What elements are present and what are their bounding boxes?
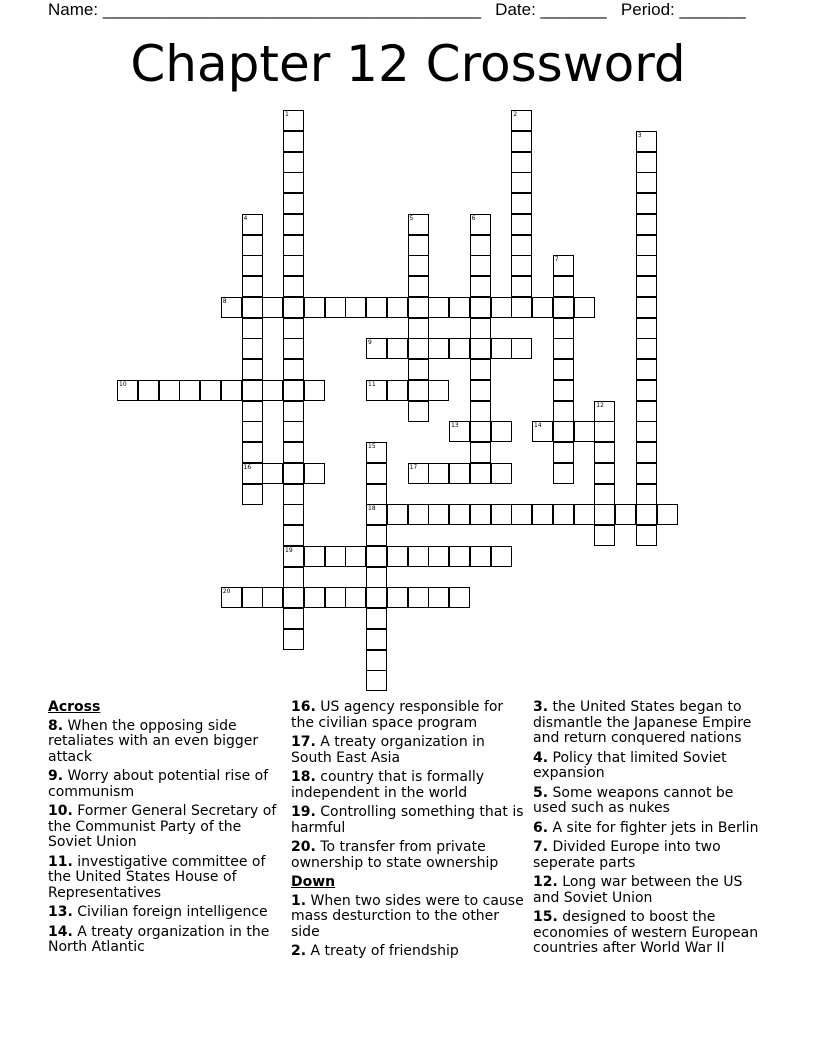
grid-cell[interactable] — [449, 504, 470, 525]
grid-cell[interactable] — [408, 297, 429, 318]
clue-number: 1 — [285, 111, 289, 118]
period-field[interactable]: _______ — [679, 0, 746, 19]
grid-cell[interactable] — [366, 504, 387, 525]
grid-cell[interactable] — [636, 297, 657, 318]
grid-cell[interactable] — [242, 484, 263, 505]
grid-cell[interactable] — [636, 152, 657, 173]
clue-across-9: 9. Worry about potential rise of communism — [48, 768, 269, 800]
grid-cell[interactable] — [366, 670, 387, 691]
grid-cell[interactable] — [449, 338, 470, 359]
grid-cell[interactable] — [511, 276, 532, 297]
grid-cell[interactable] — [511, 193, 532, 214]
grid-cell[interactable] — [636, 463, 657, 484]
grid-cell[interactable] — [366, 546, 387, 567]
grid-cell[interactable] — [366, 629, 387, 650]
clue-number: 15 — [368, 443, 376, 450]
grid-cell[interactable] — [470, 255, 491, 276]
clue-number: 13 — [451, 422, 459, 430]
clues-column-1 — [48, 700, 283, 960]
clue-number: 7 — [554, 256, 559, 264]
grid-cell[interactable] — [428, 546, 449, 567]
grid-cell[interactable] — [325, 297, 346, 318]
clue-down-6: 6. A site for fighter jets in Berlin — [533, 819, 759, 836]
grid-cell[interactable] — [553, 318, 574, 339]
across-heading: Across — [48, 699, 101, 715]
grid-cell[interactable] — [636, 421, 657, 442]
grid-cell[interactable] — [304, 380, 325, 401]
grid-cell[interactable] — [449, 546, 470, 567]
grid-cell[interactable] — [345, 587, 366, 608]
grid-cell[interactable] — [428, 504, 449, 525]
grid-cell[interactable] — [283, 131, 304, 152]
grid-cell[interactable] — [470, 380, 491, 401]
grid-cell[interactable] — [283, 214, 304, 235]
grid-cell[interactable] — [553, 255, 574, 276]
clue-number: 17 — [409, 463, 418, 471]
grid-cell[interactable] — [242, 235, 263, 256]
grid-cell[interactable] — [408, 255, 429, 276]
grid-cell[interactable] — [636, 172, 657, 193]
grid-cell[interactable] — [470, 276, 491, 297]
grid-cell[interactable] — [594, 421, 615, 442]
clue-across-16: 16. US agency responsible for the civilian space program — [291, 699, 504, 731]
grid-cell[interactable] — [242, 380, 263, 401]
grid-cell[interactable] — [636, 484, 657, 505]
grid-cell[interactable] — [283, 525, 304, 546]
grid-cell[interactable] — [636, 276, 657, 297]
clue-number: 19 — [285, 546, 293, 554]
name-field[interactable]: ________________________________________ — [102, 0, 481, 19]
grid-cell[interactable] — [200, 380, 221, 401]
grid-cell[interactable] — [366, 650, 387, 671]
grid-cell[interactable] — [408, 587, 429, 608]
clue-number: 3 — [637, 131, 642, 139]
grid-cell[interactable] — [470, 318, 491, 339]
grid-cell[interactable] — [408, 380, 429, 401]
grid-cell[interactable] — [242, 587, 263, 608]
clue-across-11: 11. investigative committee of the United States House of Representatives — [48, 853, 266, 901]
grid-cell[interactable] — [511, 110, 532, 131]
grid-cell[interactable] — [283, 546, 304, 567]
grid-cell[interactable] — [657, 504, 678, 525]
grid-cell[interactable] — [387, 338, 408, 359]
grid-cell[interactable] — [470, 297, 491, 318]
grid-cell[interactable] — [408, 359, 429, 380]
clue-number: 8 — [222, 297, 227, 305]
grid-cell[interactable] — [636, 525, 657, 546]
grid-cell[interactable] — [428, 463, 449, 484]
grid-cell[interactable] — [138, 380, 159, 401]
clue-across-20: 20. To transfer from private ownership to state ownership — [291, 839, 499, 871]
grid-cell[interactable] — [408, 401, 429, 422]
clue-across-17: 17. A treaty organization in South East Asia — [291, 734, 485, 766]
grid-cell[interactable] — [594, 463, 615, 484]
grid-cell[interactable] — [470, 421, 491, 442]
grid-cell[interactable] — [242, 421, 263, 442]
grid-cell[interactable] — [470, 504, 491, 525]
grid-cell[interactable] — [283, 442, 304, 463]
grid-cell[interactable] — [636, 235, 657, 256]
clue-across-8: 8. When the opposing side retaliates with an even bigger attack — [48, 717, 259, 765]
grid-cell[interactable] — [511, 235, 532, 256]
grid-cell[interactable] — [366, 484, 387, 505]
grid-cell[interactable] — [491, 546, 512, 567]
grid-cell[interactable] — [511, 255, 532, 276]
grid-cell[interactable] — [283, 297, 304, 318]
date-label: Date: — [495, 0, 536, 19]
grid-cell[interactable] — [553, 421, 574, 442]
clue-down-5: 5. Some weapons cannot be used such as nukes — [533, 784, 734, 816]
grid-cell[interactable] — [594, 442, 615, 463]
grid-cell[interactable] — [366, 338, 387, 359]
grid-cell[interactable] — [304, 587, 325, 608]
clues-column-3 — [533, 700, 768, 961]
grid-cell[interactable] — [553, 380, 574, 401]
clues-column-2 — [291, 700, 526, 964]
grid-cell[interactable] — [636, 338, 657, 359]
grid-cell[interactable] — [636, 442, 657, 463]
grid-cell[interactable] — [366, 463, 387, 484]
grid-cell[interactable] — [594, 525, 615, 546]
grid-cell[interactable] — [366, 297, 387, 318]
grid-cell[interactable] — [283, 463, 304, 484]
grid-cell[interactable] — [408, 276, 429, 297]
clue-number: 20 — [222, 588, 231, 596]
grid-cell[interactable] — [470, 214, 491, 235]
grid-cell[interactable] — [242, 276, 263, 297]
clue-number: 12 — [596, 401, 604, 409]
grid-cell[interactable] — [345, 297, 366, 318]
clue-across-19: 19. Controlling something that is harmful — [291, 804, 524, 836]
grid-cell[interactable] — [511, 504, 532, 525]
grid-cell[interactable] — [574, 421, 595, 442]
clue-number: 5 — [409, 214, 414, 222]
clue-number: 16 — [243, 463, 252, 471]
clue-down-1: 1. When two sides were to cause mass desturction to the other side — [291, 892, 524, 940]
grid-cell[interactable] — [366, 380, 387, 401]
grid-cell[interactable] — [283, 608, 304, 629]
grid-cell[interactable] — [470, 338, 491, 359]
down-heading: Down — [291, 874, 336, 890]
grid-cell[interactable] — [636, 359, 657, 380]
grid-cell[interactable] — [511, 297, 532, 318]
clue-number: 9 — [368, 339, 372, 347]
period-label: Period: — [620, 0, 675, 19]
clue-across-14: 14. A treaty organization in the North Atlantic — [48, 923, 270, 955]
grid-cell[interactable] — [470, 463, 491, 484]
grid-cell[interactable] — [242, 255, 263, 276]
grid-cell[interactable] — [615, 504, 636, 525]
grid-cell[interactable] — [470, 235, 491, 256]
grid-cell[interactable] — [387, 546, 408, 567]
grid-cell[interactable] — [491, 338, 512, 359]
grid-cell[interactable] — [636, 401, 657, 422]
grid-cell[interactable] — [242, 463, 263, 484]
grid-cell[interactable] — [283, 338, 304, 359]
clue-across-13: 13. Civilian foreign intelligence — [48, 904, 268, 920]
grid-cell[interactable] — [366, 608, 387, 629]
grid-cell[interactable] — [325, 546, 346, 567]
grid-cell[interactable] — [491, 297, 512, 318]
grid-cell[interactable] — [408, 504, 429, 525]
grid-cell[interactable] — [283, 255, 304, 276]
clue-down-15: 15. designed to boost the economies of western European countries after World War II — [533, 909, 759, 956]
grid-cell[interactable] — [242, 214, 263, 235]
grid-cell[interactable] — [408, 318, 429, 339]
grid-cell[interactable] — [366, 525, 387, 546]
grid-cell[interactable] — [449, 421, 470, 442]
grid-cell[interactable] — [304, 297, 325, 318]
grid-cell[interactable] — [553, 338, 574, 359]
grid-cell[interactable] — [283, 380, 304, 401]
grid-cell[interactable] — [325, 587, 346, 608]
clue-number: 6 — [471, 214, 476, 222]
grid-cell[interactable] — [636, 318, 657, 339]
grid-cell[interactable] — [366, 442, 387, 463]
grid-cell[interactable] — [470, 401, 491, 422]
grid-cell[interactable] — [283, 567, 304, 588]
grid-cell[interactable] — [283, 276, 304, 297]
grid-cell[interactable] — [449, 587, 470, 608]
grid-cell[interactable] — [491, 463, 512, 484]
grid-cell[interactable] — [511, 131, 532, 152]
grid-cell[interactable] — [304, 463, 325, 484]
grid-cell[interactable] — [366, 587, 387, 608]
grid-cell[interactable] — [428, 587, 449, 608]
grid-cell[interactable] — [283, 235, 304, 256]
grid-cell[interactable] — [387, 587, 408, 608]
grid-cell[interactable] — [242, 338, 263, 359]
grid-cell[interactable] — [366, 567, 387, 588]
grid-cell[interactable] — [553, 359, 574, 380]
grid-cell[interactable] — [553, 276, 574, 297]
grid-cell[interactable] — [345, 546, 366, 567]
grid-cell[interactable] — [511, 152, 532, 173]
grid-cell[interactable] — [221, 380, 242, 401]
grid-cell[interactable] — [594, 504, 615, 525]
grid-cell[interactable] — [408, 338, 429, 359]
date-field[interactable]: _______ — [540, 0, 607, 19]
page-title: Chapter 12 Crossword — [130, 35, 686, 93]
grid-cell[interactable] — [511, 214, 532, 235]
grid-cell[interactable] — [242, 359, 263, 380]
grid-cell[interactable] — [283, 629, 304, 650]
grid-cell[interactable] — [283, 110, 304, 131]
clue-number: 2 — [513, 111, 518, 118]
grid-cell[interactable] — [221, 587, 242, 608]
grid-cell[interactable] — [242, 297, 263, 318]
grid-cell[interactable] — [117, 380, 138, 401]
grid-cell[interactable] — [636, 380, 657, 401]
grid-cell[interactable] — [242, 442, 263, 463]
grid-cell[interactable] — [283, 193, 304, 214]
grid-cell[interactable] — [470, 359, 491, 380]
grid-cell[interactable] — [491, 504, 512, 525]
grid-cell[interactable] — [408, 235, 429, 256]
clue-number: 18 — [368, 505, 376, 513]
grid-cell[interactable] — [470, 546, 491, 567]
grid-cell[interactable] — [242, 318, 263, 339]
grid-cell[interactable] — [428, 380, 449, 401]
grid-cell[interactable] — [511, 172, 532, 193]
grid-cell[interactable] — [553, 401, 574, 422]
grid-cell[interactable] — [179, 380, 200, 401]
grid-cell[interactable] — [594, 401, 615, 422]
grid-cell[interactable] — [283, 587, 304, 608]
grid-cell[interactable] — [387, 504, 408, 525]
grid-cell[interactable] — [387, 297, 408, 318]
grid-cell[interactable] — [636, 193, 657, 214]
grid-cell[interactable] — [636, 214, 657, 235]
grid-cell[interactable] — [553, 297, 574, 318]
grid-cell[interactable] — [283, 152, 304, 173]
grid-cell[interactable] — [532, 421, 553, 442]
clue-number: 14 — [534, 422, 542, 430]
grid-cell[interactable] — [262, 297, 283, 318]
clue-across-10: 10. Former General Secretary of the Communist Party of the Soviet Union — [48, 803, 277, 850]
grid-cell[interactable] — [470, 442, 491, 463]
grid-cell[interactable] — [636, 504, 657, 525]
grid-cell[interactable] — [553, 442, 574, 463]
grid-cell[interactable] — [242, 401, 263, 422]
clue-number: 11 — [368, 380, 376, 388]
clue-down-12: 12. Long war between the US and Soviet Union — [533, 874, 743, 906]
grid-cell[interactable] — [408, 214, 429, 235]
grid-cell[interactable] — [511, 338, 532, 359]
name-label: Name: — [48, 0, 99, 19]
grid-cell[interactable] — [491, 421, 512, 442]
grid-cell[interactable] — [532, 297, 553, 318]
grid-cell[interactable] — [283, 359, 304, 380]
grid-cell[interactable] — [283, 484, 304, 505]
grid-cell[interactable] — [553, 504, 574, 525]
grid-cell[interactable] — [574, 297, 595, 318]
clue-number: 10 — [119, 380, 127, 388]
grid-cell[interactable] — [428, 297, 449, 318]
grid-cell[interactable] — [408, 546, 429, 567]
clue-number: 4 — [243, 214, 248, 222]
grid-cell[interactable] — [221, 297, 242, 318]
grid-cell[interactable] — [574, 504, 595, 525]
grid-cell[interactable] — [283, 504, 304, 525]
grid-cell[interactable] — [283, 401, 304, 422]
grid-cell[interactable] — [262, 380, 283, 401]
grid-cell[interactable] — [408, 463, 429, 484]
clue-down-7: 7. Divided Europe into two seperate parts — [533, 839, 721, 871]
grid-cell[interactable] — [262, 587, 283, 608]
grid-cell[interactable] — [387, 380, 408, 401]
grid-cell[interactable] — [283, 318, 304, 339]
grid-cell[interactable] — [283, 421, 304, 442]
clue-down-3: 3. the United States began to dismantle the Japanese Empire and return conquered nations — [533, 699, 752, 746]
clue-down-2: 2. A treaty of friendship — [291, 943, 459, 959]
grid-cell[interactable] — [636, 255, 657, 276]
grid-cell[interactable] — [304, 546, 325, 567]
clue-across-18: 18. country that is formally independent in the world — [291, 769, 485, 801]
grid-cell[interactable] — [159, 380, 180, 401]
grid-cell[interactable] — [594, 484, 615, 505]
grid-cell[interactable] — [262, 463, 283, 484]
grid-cell[interactable] — [449, 463, 470, 484]
grid-cell[interactable] — [553, 463, 574, 484]
grid-cell[interactable] — [532, 504, 553, 525]
grid-cell[interactable] — [428, 338, 449, 359]
clue-down-4: 4. Policy that limited Soviet expansion — [533, 749, 727, 781]
grid-cell[interactable] — [636, 131, 657, 152]
grid-cell[interactable] — [449, 297, 470, 318]
grid-cell[interactable] — [283, 172, 304, 193]
